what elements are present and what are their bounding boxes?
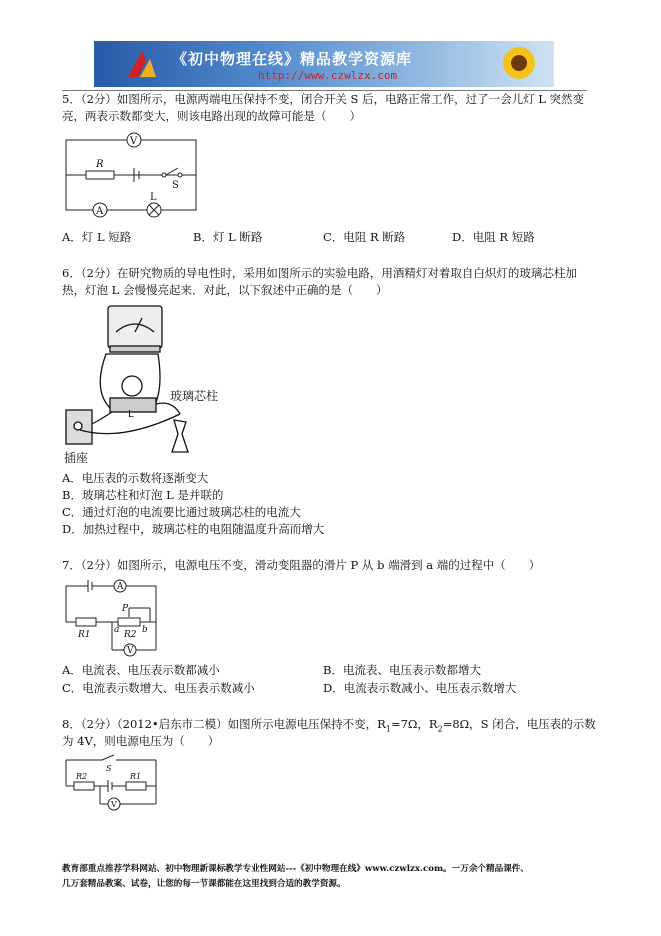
footer-text	[62, 862, 529, 892]
q6-label-L: L	[128, 409, 134, 420]
q5-circuit-diagram	[62, 130, 202, 220]
q5-label-R: R	[96, 159, 104, 170]
q5-option-b: B．灯 L 断路	[193, 230, 263, 244]
q8-stem-line2: 为 4V，则电源电压为（ ）	[62, 734, 220, 748]
q5-label-L: L	[150, 192, 157, 203]
resistor-icon	[86, 171, 114, 179]
footer-line1: 教育部重点推荐学科网站、初中物理新课标教学专业性网站---《初中物理在线》www.czwlzx.com。一万余个精品课件、	[62, 864, 529, 874]
q5-label-V: V	[130, 136, 138, 147]
q5-stem-line2: 亮，两表示数都变大，则该电路出现的故障可能是（ ）	[62, 109, 361, 123]
q8-label-V: V	[111, 800, 117, 809]
switch-icon	[102, 755, 114, 760]
q8-label-R1: R1	[130, 772, 142, 781]
q6-option-d: D．加热过程中，玻璃芯柱的电阻随温度升高而增大	[62, 522, 325, 536]
q6-label-socket: 插座	[64, 451, 89, 465]
q5-label-S: S	[172, 180, 179, 191]
q5-stem-line1: 5．（2分）如图所示，电源两端电压保持不变，闭合开关 S 后，电路正常工作，过了一会儿灯 L 突然变	[62, 92, 585, 106]
q5-option-d: D．电阻 R 短路	[452, 230, 535, 244]
q6-stem-line2: 热，灯泡 L 会慢慢亮起来．对此，以下叙述中正确的是（ ）	[62, 283, 388, 297]
voltmeter-device-icon	[108, 306, 162, 348]
q7-label-b: b	[142, 625, 148, 635]
q7-option-a: A．电流表、电压表示数都减小	[62, 663, 220, 677]
q8-circuit-diagram	[62, 752, 162, 814]
q5-label-A: A	[96, 206, 104, 217]
q7-label-P: P	[122, 604, 129, 614]
q7-label-a: a	[114, 625, 120, 635]
footer-line2: 几万套精品教案、试卷，让您的每一节课都能在这里找到合适的教学资源。	[62, 879, 346, 889]
banner-url: http://www.czwlzx.com	[258, 69, 398, 82]
q7-label-A: A	[117, 582, 124, 592]
q7-label-R2: R2	[124, 630, 137, 640]
q7-circuit-diagram	[62, 574, 162, 660]
q5-option-c: C．电阻 R 断路	[323, 230, 406, 244]
q6-option-c: C．通过灯泡的电流要比通过玻璃芯柱的电流大	[62, 505, 301, 519]
q6-option-b: B．玻璃芯柱和灯泡 L 是并联的	[62, 488, 224, 502]
switch-icon	[166, 168, 178, 175]
q6-option-a: A．电压表的示数将逐渐变大	[62, 471, 209, 485]
q7-label-R1: R1	[78, 630, 91, 640]
sunflower-icon	[489, 43, 551, 85]
r1-resistor-icon	[76, 618, 96, 626]
bulb-icon	[122, 376, 142, 396]
site-logo-icon	[124, 47, 160, 83]
q6-label-glass: 玻璃芯柱	[170, 389, 219, 403]
q7-option-c: C．电流表示数增大、电压表示数减小	[62, 681, 255, 695]
q8-label-R2: R2	[76, 772, 88, 781]
alcohol-lamp-icon	[172, 420, 188, 452]
q6-experiment-figure	[62, 302, 252, 467]
r2-resistor-icon	[74, 782, 94, 790]
q8-label-S: S	[106, 764, 112, 773]
q7-stem: 7．（2分）如图所示，电源电压不变，滑动变阻器的滑片 P 从 b 端滑到 a 端的过程中（ ）	[62, 558, 541, 572]
q8-stem-line1: 8．（2分）（2012•启东市二模）如图所示电源电压保持不变，$R_1=7\Omega$，$R_2=8\Omega$，S 闭合，电压表的示数	[62, 717, 596, 734]
q7-option-d: D．电流表示数减小、电压表示数增大	[323, 681, 517, 695]
q6-stem-line1: 6．（2分）在研究物质的导电性时，采用如图所示的实验电路，用酒精灯对着取自白炽灯的玻璃芯柱加	[62, 266, 577, 280]
r2-rheostat-icon	[118, 618, 140, 626]
q7-label-V: V	[127, 646, 134, 656]
q7-option-b: B．电流表、电压表示数都增大	[323, 663, 481, 677]
r1-resistor-icon	[126, 782, 146, 790]
banner-title: 《初中物理在线》精品教学资源库	[172, 50, 413, 68]
q5-option-a: A．灯 L 短路	[62, 230, 132, 244]
